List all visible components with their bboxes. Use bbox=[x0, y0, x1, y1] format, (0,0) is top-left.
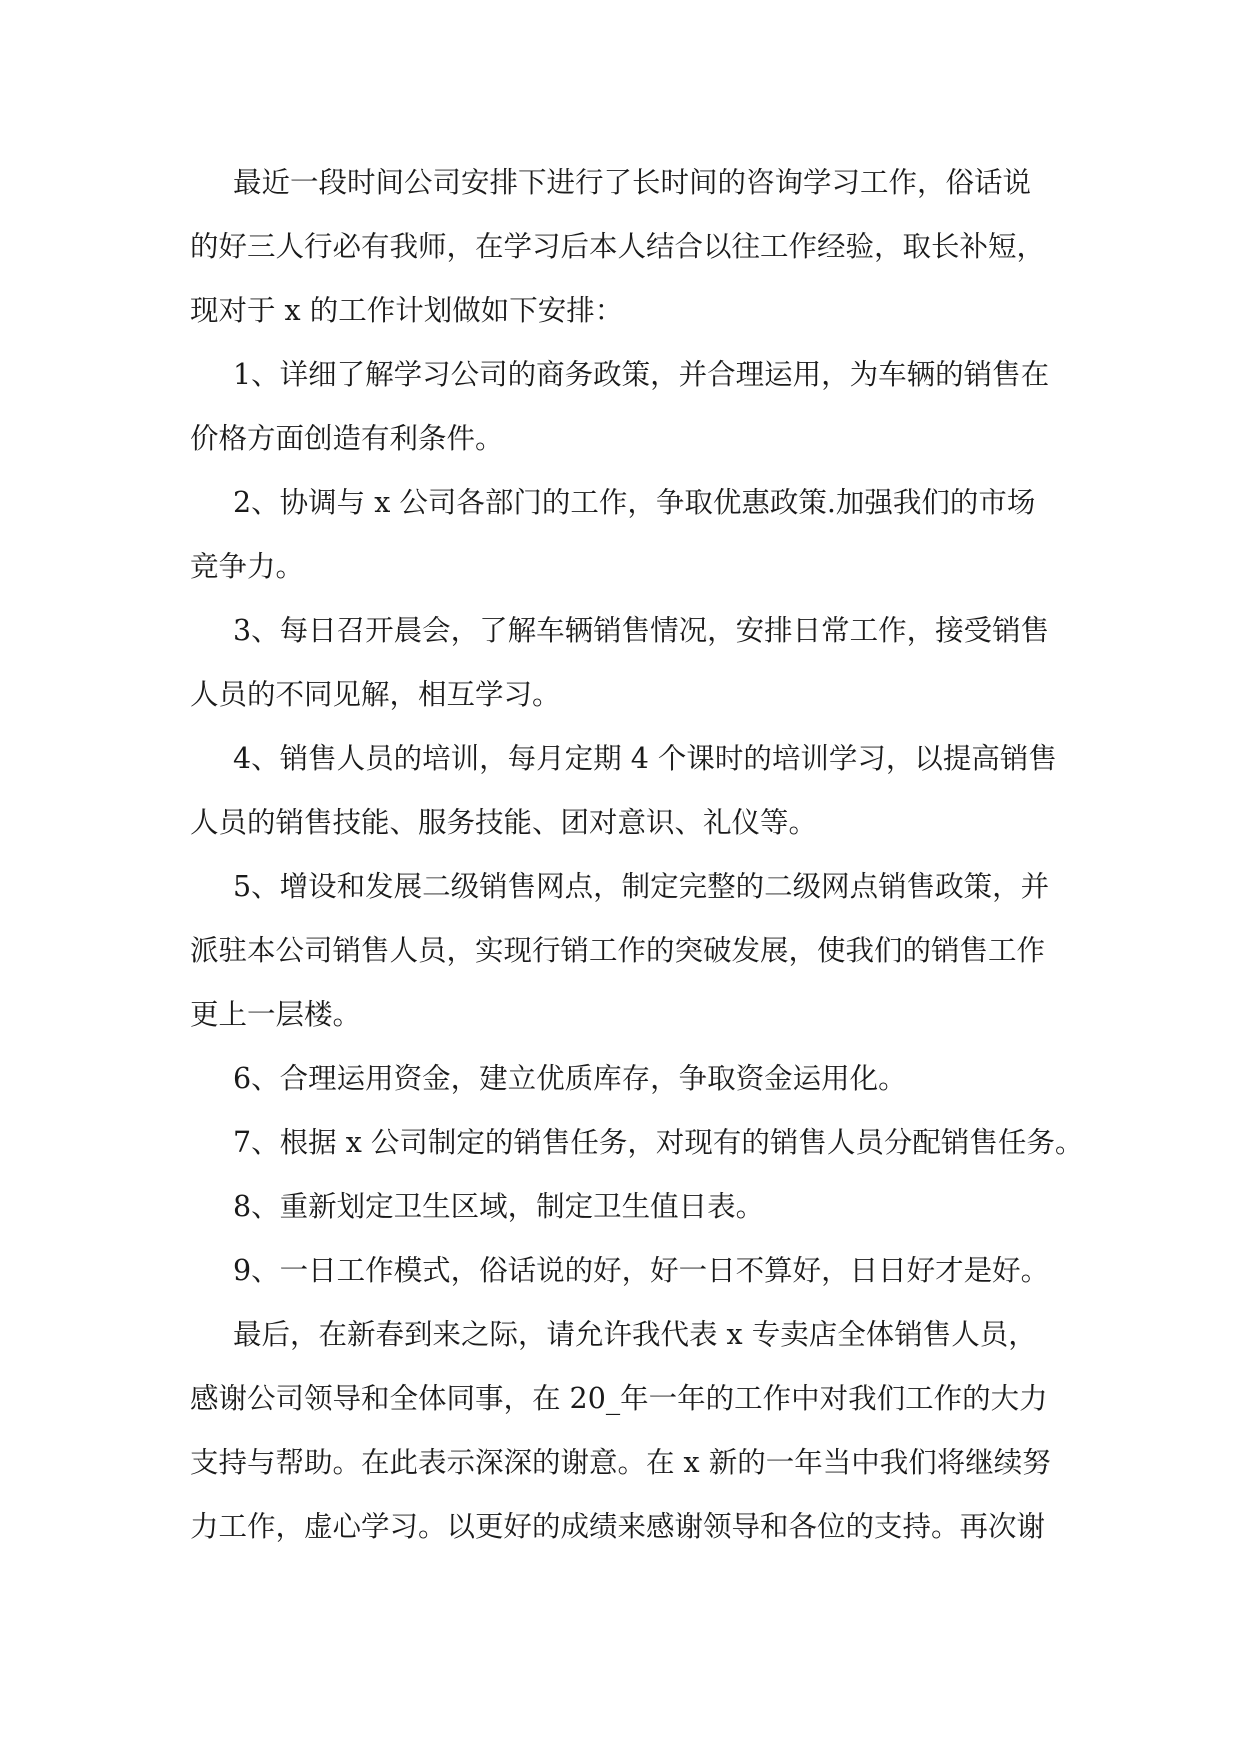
item-1-line-1: 1、详细了解学习公司的商务政策，并合理运用，为车辆的销售在 bbox=[233, 358, 1050, 391]
paragraph-closing-line-4: 力工作，虚心学习。以更好的成绩来感谢领导和各位的支持。再次谢 bbox=[190, 1510, 1046, 1543]
item-2-line-2: 竞争力。 bbox=[190, 550, 305, 583]
item-6-line-1: 6、合理运用资金，建立优质库存，争取资金运用化。 bbox=[233, 1062, 907, 1095]
item-3-line-2: 人员的不同见解，相互学习。 bbox=[190, 678, 561, 711]
item-1-line-2: 价格方面创造有利条件。 bbox=[190, 422, 504, 455]
paragraph-closing-line-3: 支持与帮助。在此表示深深的谢意。在 x 新的一年当中我们将继续努 bbox=[190, 1446, 1051, 1479]
paragraph-closing-line-1: 最后，在新春到来之际，请允许我代表 x 专卖店全体销售人员， bbox=[233, 1318, 1037, 1351]
paragraph-intro-line-1: 最近一段时间公司安排下进行了长时间的咨询学习工作，俗话说 bbox=[233, 166, 1032, 199]
paragraph-intro-line-2: 的好三人行必有我师，在学习后本人结合以往工作经验，取长补短， bbox=[190, 230, 1046, 263]
paragraph-intro-line-3: 现对于 x 的工作计划做如下安排： bbox=[190, 294, 624, 327]
item-5-line-3: 更上一层楼。 bbox=[190, 998, 362, 1031]
item-9-line-1: 9、一日工作模式，俗话说的好，好一日不算好，日日好才是好。 bbox=[233, 1254, 1050, 1287]
item-8-line-1: 8、重新划定卫生区域，制定卫生值日表。 bbox=[233, 1190, 765, 1223]
item-2-line-1: 2、协调与 x 公司各部门的工作，争取优惠政策.加强我们的市场 bbox=[233, 486, 1036, 519]
item-4-line-2: 人员的销售技能、服务技能、团对意识、礼仪等。 bbox=[190, 806, 818, 839]
item-5-line-2: 派驻本公司销售人员，实现行销工作的突破发展，使我们的销售工作 bbox=[190, 934, 1046, 967]
item-7-line-1: 7、根据 x 公司制定的销售任务，对现有的销售人员分配销售任务。 bbox=[233, 1126, 1084, 1159]
item-5-line-1: 5、增设和发展二级销售网点，制定完整的二级网点销售政策，并 bbox=[233, 870, 1050, 903]
item-4-line-1: 4、销售人员的培训，每月定期 4 个课时的培训学习，以提高销售 bbox=[233, 742, 1057, 775]
paragraph-closing-line-2: 感谢公司领导和全体同事，在 20_年一年的工作中对我们工作的大力 bbox=[190, 1382, 1048, 1415]
item-3-line-1: 3、每日召开晨会，了解车辆销售情况，安排日常工作，接受销售 bbox=[233, 614, 1050, 647]
